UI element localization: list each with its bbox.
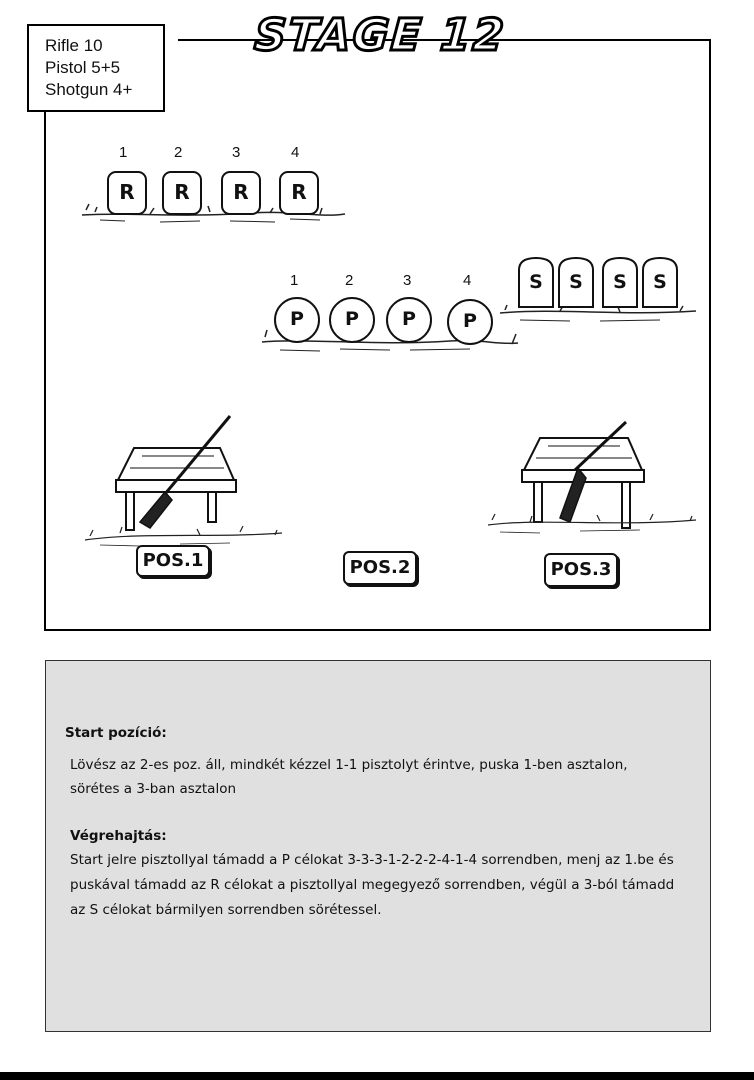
rifle-number-1: 1: [119, 144, 128, 161]
pos3-ground: [488, 514, 696, 533]
exec-line-2: puskával támadd az R célokat a pisztollyal megegyező sorrendben, végül a 3-ból támadd: [70, 877, 675, 893]
shotgun-letter-3: S: [613, 271, 627, 293]
rifle-letter-4: R: [291, 180, 307, 204]
rifle-number-4: 4: [291, 144, 300, 161]
diagram-frame: [45, 40, 710, 630]
rifle-letter-1: R: [119, 180, 135, 204]
pistol-number-2: 2: [345, 272, 354, 289]
pistol-number-4: 4: [463, 272, 472, 289]
pos1-ground: [85, 526, 282, 546]
pos1-table: [116, 448, 236, 530]
rifle-letter-3: R: [233, 180, 249, 204]
pos2-label: POS.2: [343, 551, 417, 585]
pistol-letter-1: P: [290, 308, 304, 330]
stage-title: STAGE 12: [252, 10, 508, 61]
instructions-box: [45, 660, 711, 1032]
shotgun-letter-1: S: [529, 271, 543, 293]
exec-line-1: Start jelre pisztollyal támadd a P célokat 3-3-3-1-2-2-2-4-1-4 sorrendben, menj az 1.be és: [70, 852, 674, 868]
pistol-letter-4: P: [463, 310, 477, 332]
pistol-letter-3: P: [402, 308, 416, 330]
start-heading: Start pozíció:: [65, 725, 167, 741]
rifle-number-3: 3: [232, 144, 241, 161]
pos1-label: POS.1: [136, 545, 210, 577]
start-line-2: sörétes a 3-ban asztalon: [70, 781, 237, 797]
exec-line-3: az S célokat bármilyen sorrendben sörétessel.: [70, 902, 382, 918]
pistol-number-3: 3: [403, 272, 412, 289]
ammo-pistol: Pistol 5+5: [45, 58, 121, 77]
shotgun-letter-4: S: [653, 271, 667, 293]
ammo-shotgun: Shotgun 4+: [45, 80, 133, 99]
start-line-1: Lövész az 2-es poz. áll, mindkét kézzel 1-1 pisztolyt érintve, puska 1-ben asztalon,: [70, 757, 628, 773]
pos3-label: POS.3: [544, 553, 618, 587]
rifle-letter-2: R: [174, 180, 190, 204]
exec-heading: Végrehajtás:: [70, 828, 167, 844]
rifle-number-2: 2: [174, 144, 183, 161]
pistol-number-1: 1: [290, 272, 299, 289]
shotgun-letter-2: S: [569, 271, 583, 293]
pistol-letter-2: P: [345, 308, 359, 330]
ammo-rifle: Rifle 10: [45, 36, 103, 55]
ammo-box: [27, 24, 165, 112]
